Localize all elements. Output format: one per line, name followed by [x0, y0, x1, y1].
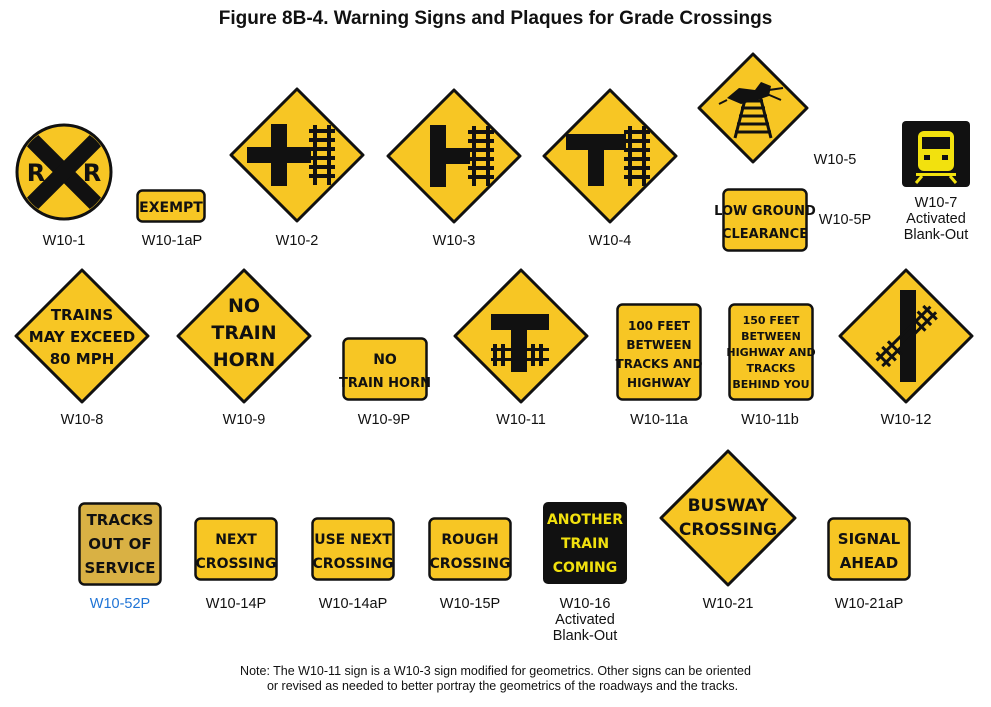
sign-w10-1 [14, 122, 114, 222]
sign-w10-11a-line3: TRACKS AND [615, 357, 703, 371]
label-w10-52p[interactable]: W10-52P [89, 596, 151, 612]
label-w10-2: W10-2 [275, 233, 319, 249]
sign-w10-5p-line2: CLEARANCE [721, 227, 809, 242]
sign-w10-14ap [311, 517, 395, 581]
label-w10-14ap: W10-14aP [318, 596, 388, 612]
sign-w10-9p [338, 337, 432, 401]
figure-note [0, 664, 991, 694]
sign-w10-1ap-text: EXEMPT [139, 200, 203, 216]
sign-w10-21ap [827, 517, 911, 581]
label-w10-11b: W10-11b [741, 412, 799, 428]
sign-w10-8 [14, 268, 150, 404]
sign-w10-9-line2: TRAIN [211, 322, 277, 344]
sign-w10-11b-line4: TRACKS [746, 362, 796, 375]
label-w10-12: W10-12 [880, 412, 932, 428]
label-w10-8: W10-8 [60, 412, 104, 428]
note-line-1: Note: The W10-11 sign is a W10-3 sign modified for geometrics. Other signs can be oriented [240, 664, 751, 678]
sign-w10-9p-line1: NO [373, 352, 397, 368]
sign-w10-21ap-line2: AHEAD [839, 554, 899, 572]
sign-w10-16 [543, 502, 627, 584]
sign-w10-9-line1: NO [227, 295, 261, 317]
sign-w10-8-line1: TRAINS [50, 306, 114, 324]
label-w10-1: W10-1 [42, 233, 86, 249]
label-w10-11a: W10-11a [630, 412, 688, 428]
sign-w10-1-left-r: R [26, 159, 46, 187]
sign-w10-11b-line3: HIGHWAY AND [726, 346, 816, 359]
sign-w10-21-line2: CROSSING [678, 520, 778, 540]
sign-w10-11b-line1: 150 FEET [742, 314, 800, 327]
sign-w10-5p-line1: LOW GROUND [714, 204, 816, 219]
label-w10-16-sub2: Blank-Out [552, 628, 618, 644]
sign-w10-5 [697, 52, 809, 164]
label-w10-16: W10-16 [559, 596, 611, 612]
label-w10-7: W10-7 [914, 195, 958, 211]
sign-w10-8-line2: MAY EXCEED [28, 328, 136, 346]
sign-w10-9-line3: HORN [212, 349, 276, 371]
sign-w10-12 [838, 268, 974, 404]
sign-w10-21 [659, 449, 797, 587]
sign-w10-15p-line1: ROUGH [441, 532, 499, 548]
sign-w10-14p-line2: CROSSING [195, 556, 277, 572]
label-w10-7-sub1: Activated [906, 211, 966, 227]
sign-w10-11b-line2: BETWEEN [741, 330, 801, 343]
label-w10-4: W10-4 [588, 233, 632, 249]
label-w10-9: W10-9 [222, 412, 266, 428]
sign-w10-52p-line1: TRACKS [86, 511, 154, 529]
sign-w10-3 [386, 88, 522, 224]
label-w10-21: W10-21 [702, 596, 754, 612]
sign-w10-11b [728, 303, 814, 401]
sign-w10-15p [428, 517, 512, 581]
sign-w10-5p [714, 188, 816, 252]
sign-w10-16-line3: COMING [552, 560, 618, 576]
sign-w10-14ap-line2: CROSSING [312, 556, 394, 572]
note-line-2: or revised as needed to better portray the geometrics of the roadways and the tracks. [266, 679, 739, 693]
sign-w10-2 [229, 87, 365, 223]
sign-w10-52p-line3: SERVICE [84, 559, 156, 577]
sign-w10-52p-line2: OUT OF [88, 535, 152, 553]
label-w10-15p: W10-15P [439, 596, 501, 612]
label-w10-5: W10-5 [813, 152, 857, 168]
sign-w10-14p-line1: NEXT [215, 532, 257, 548]
label-w10-7-sub2: Blank-Out [903, 227, 969, 243]
sign-w10-8-line3: 80 MPH [49, 350, 115, 368]
label-w10-3: W10-3 [432, 233, 476, 249]
sign-w10-11b-line5: BEHIND YOU [732, 378, 810, 391]
sign-w10-11a-line4: HIGHWAY [627, 376, 691, 390]
sign-w10-4 [542, 88, 678, 224]
sign-w10-16-line2: TRAIN [560, 536, 610, 552]
label-w10-5p: W10-5P [818, 212, 872, 228]
sign-w10-11 [453, 268, 589, 404]
label-w10-11: W10-11 [496, 412, 546, 428]
sign-w10-16-line1: ANOTHER [546, 512, 624, 528]
sign-w10-9p-line2: TRAIN HORN [338, 376, 432, 391]
label-w10-21ap: W10-21aP [834, 596, 904, 612]
sign-w10-11a-line1: 100 FEET [627, 319, 691, 333]
sign-w10-9 [176, 268, 312, 404]
sign-w10-1ap [136, 189, 206, 223]
sign-w10-15p-line2: CROSSING [429, 556, 511, 572]
sign-w10-52p [78, 502, 162, 586]
figure-title: Figure 8B-4. Warning Signs and Plaques for Grade Crossings [218, 8, 773, 29]
sign-w10-11a [616, 303, 702, 401]
label-w10-9p: W10-9P [357, 412, 411, 428]
sign-w10-14ap-line1: USE NEXT [314, 532, 392, 548]
label-w10-16-sub1: Activated [555, 612, 615, 628]
label-w10-1ap: W10-1aP [141, 233, 203, 249]
sign-w10-21ap-line1: SIGNAL [837, 530, 901, 548]
sign-w10-21-line1: BUSWAY [687, 496, 769, 516]
sign-w10-1-right-r: R [82, 159, 102, 187]
sign-w10-14p [194, 517, 278, 581]
sign-w10-7 [902, 121, 970, 187]
label-w10-14p: W10-14P [205, 596, 267, 612]
sign-w10-11a-line2: BETWEEN [626, 338, 692, 352]
